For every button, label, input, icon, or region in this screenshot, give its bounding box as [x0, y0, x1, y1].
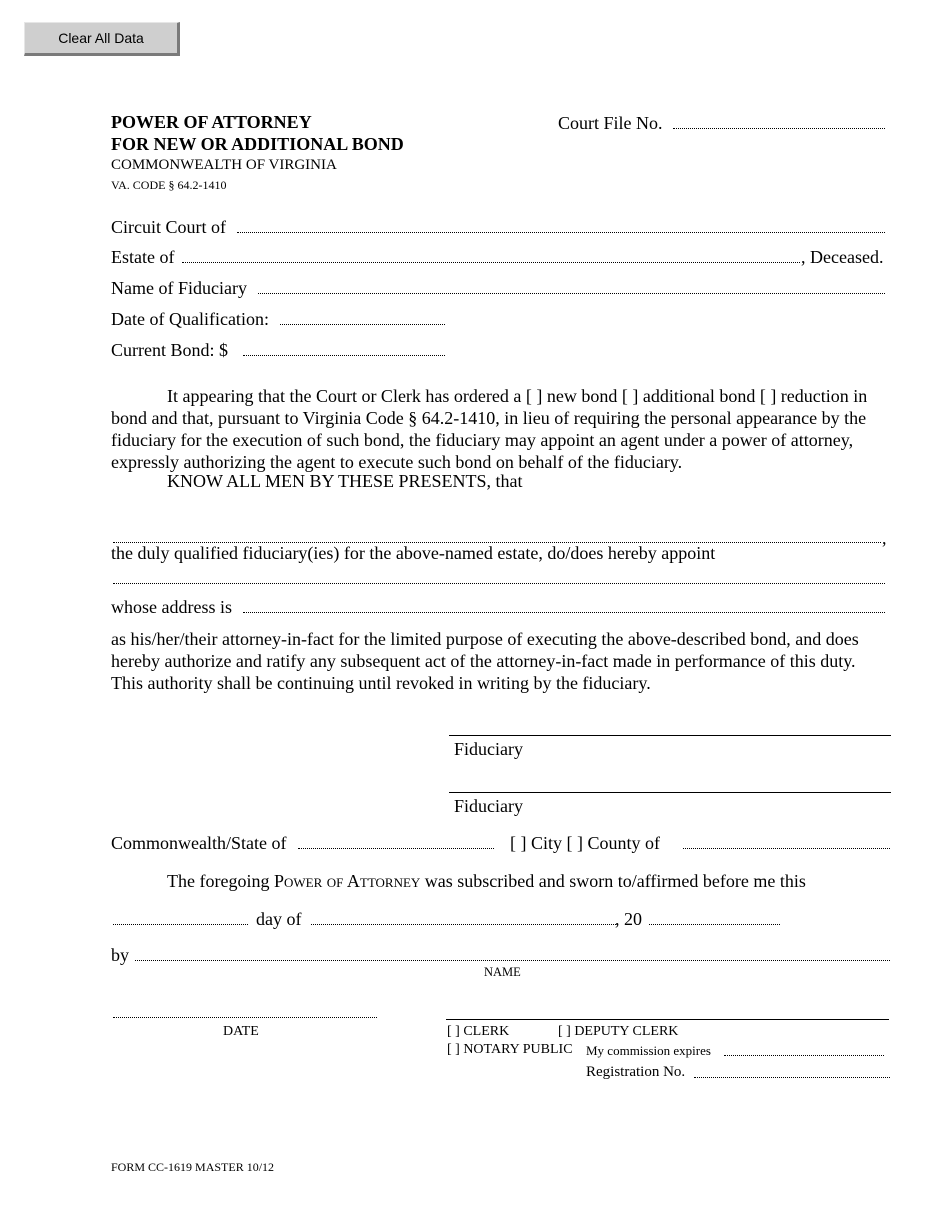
address-input[interactable] — [243, 612, 885, 613]
know-all-men: KNOW ALL MEN BY THESE PRESENTS, that — [167, 471, 523, 491]
fiduciary-label-2: Fiduciary — [454, 796, 523, 816]
by-label: by — [111, 945, 129, 965]
county-input[interactable] — [683, 848, 890, 849]
officer-signature-line[interactable] — [446, 1019, 889, 1020]
day-of-label: day of — [256, 909, 302, 929]
agent-name-input[interactable] — [113, 583, 885, 584]
fiduciary-label-1: Fiduciary — [454, 739, 523, 759]
fiduciary-comma: , — [882, 528, 887, 548]
current-bond-label: Current Bond: $ — [111, 340, 228, 360]
circuit-court-input[interactable] — [237, 232, 885, 233]
fiduciary-name-input[interactable] — [258, 293, 885, 294]
notary-public-checkbox[interactable]: [ ] NOTARY PUBLIC — [447, 1042, 573, 1057]
commission-label: My commission expires — [586, 1043, 711, 1058]
order-paragraph: It appearing that the Court or Clerk has ordered a [ ] new bond [ ] additional bond [ ] reduction in bond and that, pursuant to Virginia Code § 64.2-1410, in lieu of requiring the personal appearance by the fiduciary for the execution of such bond, the fiduciary may appoint an agent under a power of attorney, expressly authorizing the agent to execute such bond on behalf of the fiduciary. — [111, 386, 868, 472]
city-county-label: [ ] City [ ] County of — [510, 833, 660, 853]
date-qualification-label: Date of Qualification: — [111, 309, 269, 329]
jurisdiction: COMMONWEALTH OF VIRGINIA — [111, 157, 337, 173]
foregoing-text: The foregoing Power of Attorney was subscribed and sworn to/affirmed before me this — [167, 871, 806, 891]
date-qualification-input[interactable] — [280, 324, 445, 325]
state-label: Commonwealth/State of — [111, 833, 287, 853]
by-name-input[interactable] — [135, 960, 890, 961]
court-file-input[interactable] — [673, 128, 885, 129]
month-input[interactable] — [311, 924, 616, 925]
year-prefix: , 20 — [615, 909, 642, 929]
estate-label: Estate of — [111, 247, 175, 267]
deputy-clerk-checkbox[interactable]: [ ] DEPUTY CLERK — [558, 1024, 679, 1039]
clear-all-data-button[interactable]: Clear All Data — [24, 22, 180, 56]
form-title-line-2: FOR NEW OR ADDITIONAL BOND — [111, 134, 404, 154]
va-code: VA. CODE § 64.2-1410 — [111, 178, 227, 192]
name-caption: NAME — [484, 965, 521, 979]
fiduciary-signature-line-1[interactable] — [449, 735, 891, 736]
date-input[interactable] — [113, 1017, 377, 1018]
qualified-fiduciary-text: the duly qualified fiduciary(ies) for the above-named estate, do/does hereby appoint — [111, 543, 716, 563]
commission-input[interactable] — [724, 1055, 884, 1056]
day-input[interactable] — [113, 924, 248, 925]
current-bond-input[interactable] — [243, 355, 445, 356]
year-input[interactable] — [649, 924, 780, 925]
address-label: whose address is — [111, 597, 232, 617]
registration-label: Registration No. — [586, 1064, 686, 1080]
clerk-checkbox[interactable]: [ ] CLERK — [447, 1024, 510, 1039]
fiduciary-signature-line-2[interactable] — [449, 792, 891, 793]
form-id: FORM CC-1619 MASTER 10/12 — [111, 1160, 275, 1174]
deceased-label: , Deceased. — [801, 247, 884, 267]
fiduciary-name-label: Name of Fiduciary — [111, 278, 247, 298]
circuit-court-label: Circuit Court of — [111, 217, 226, 237]
court-file-label: Court File No. — [558, 113, 663, 133]
registration-input[interactable] — [694, 1077, 890, 1078]
date-caption: DATE — [223, 1024, 259, 1039]
authority-paragraph: as his/her/their attorney-in-fact for the limited purpose of executing the above-described bond, and does hereby authorize and ratify any subsequent act of the attorney-in-fact made in performance of this duty. This authority shall be continuing until revoked in writing by the fiduciary. — [111, 629, 859, 693]
estate-input[interactable] — [182, 262, 800, 263]
form-title-line-1: POWER OF ATTORNEY — [111, 112, 312, 132]
state-input[interactable] — [298, 848, 494, 849]
